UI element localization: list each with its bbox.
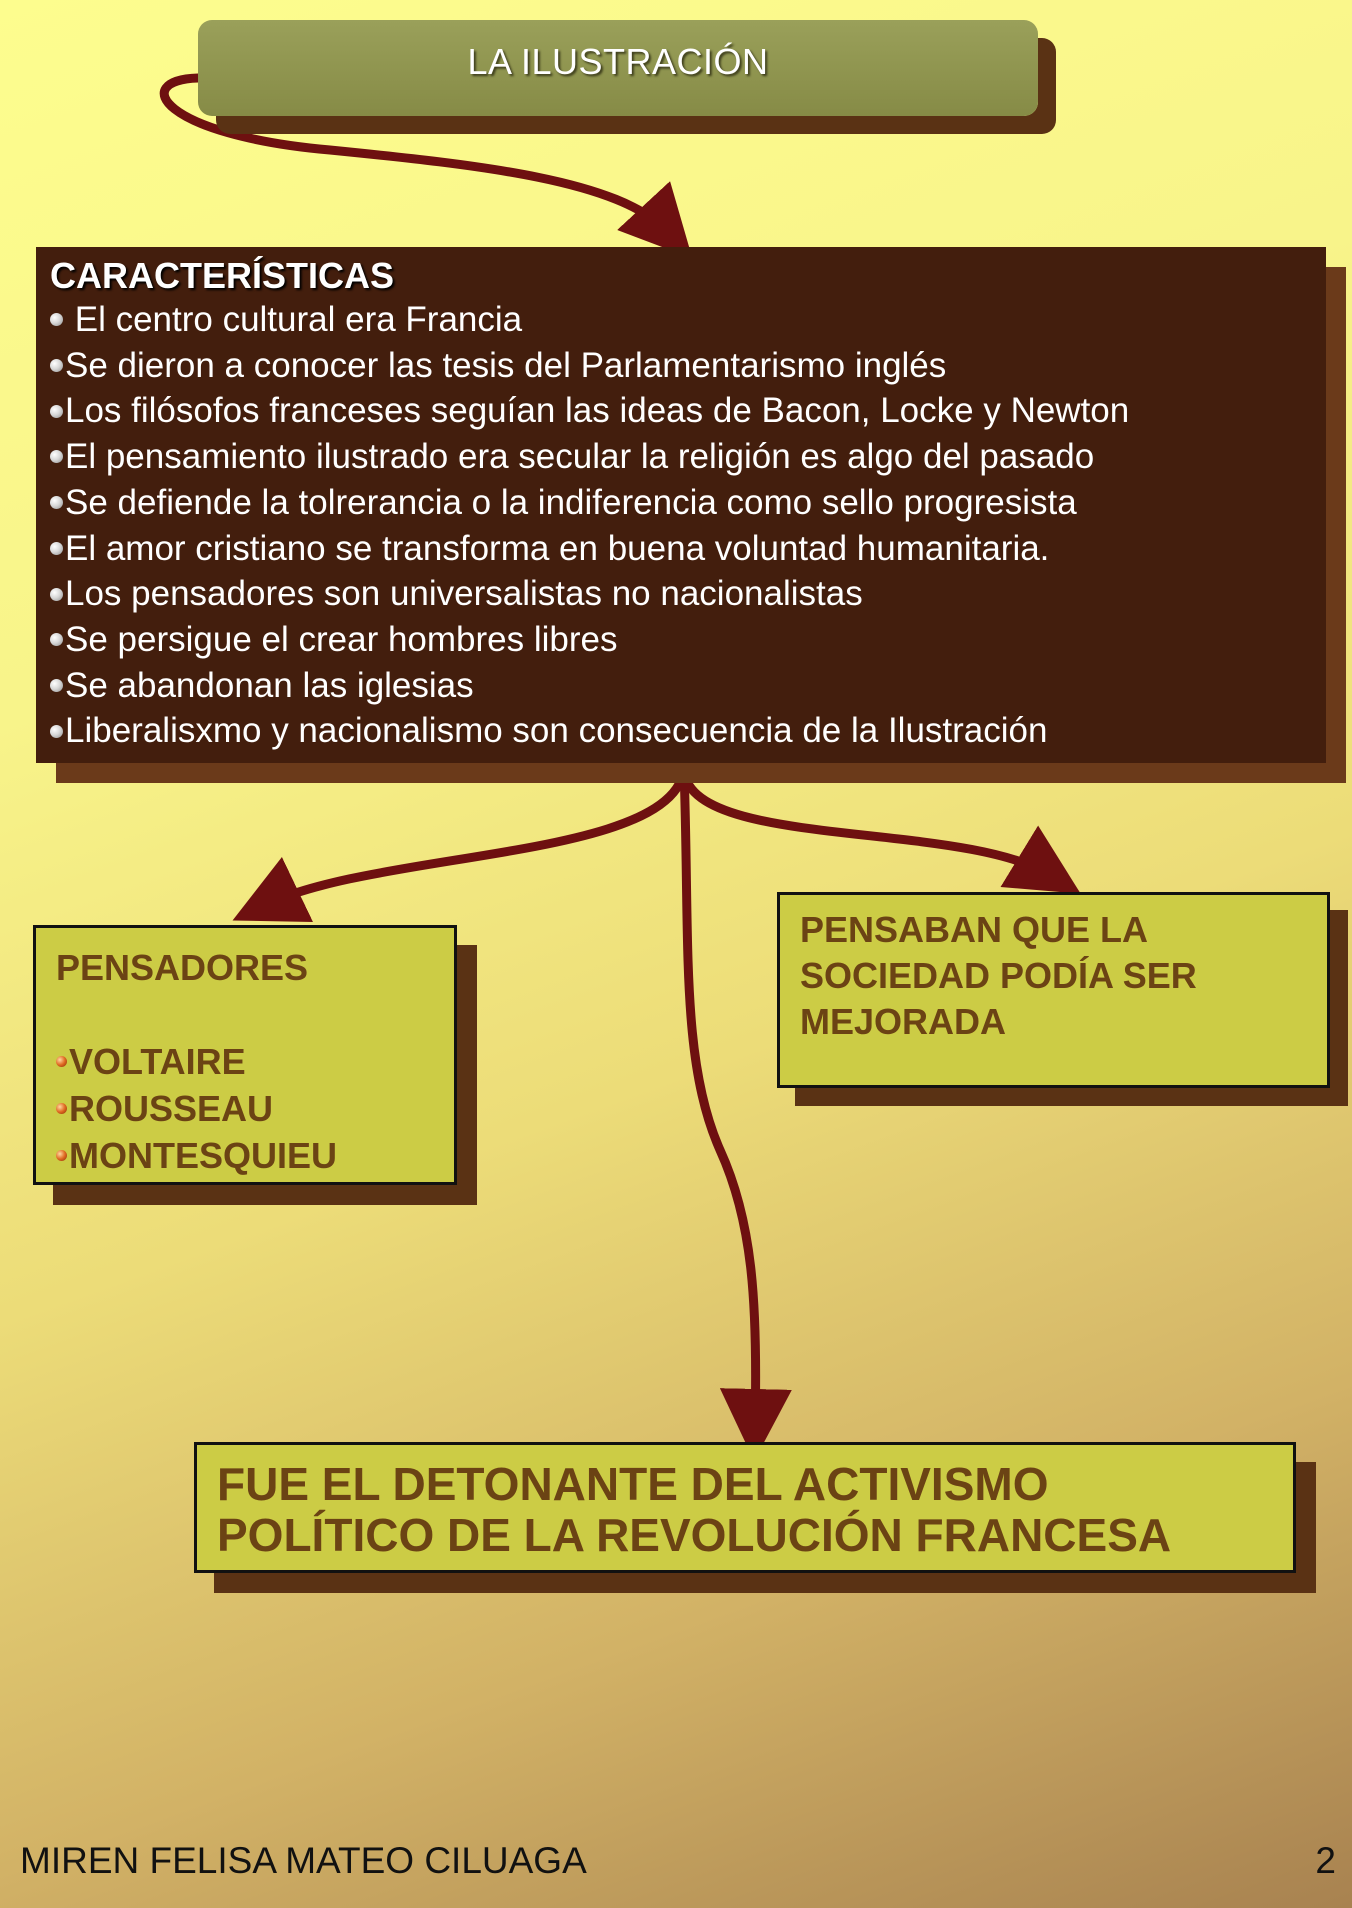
bullet-icon (50, 725, 63, 738)
pensadores-heading: PENSADORES (56, 947, 309, 988)
arrow-to-sociedad (684, 770, 1050, 875)
list-item: Los pensadores son universalistas no nacionalistas (50, 571, 1326, 617)
list-item: Se defiende la tolrerancia o la indiferencia como sello progresista (50, 480, 1326, 526)
bullet-icon (50, 633, 63, 646)
bullet-icon (56, 1056, 67, 1067)
list-item: ROUSSEAU (56, 1085, 454, 1132)
list-item: VOLTAIRE (56, 1038, 454, 1085)
sociedad-line: SOCIEDAD PODÍA SER (800, 955, 1197, 996)
bullet-icon (56, 1103, 67, 1114)
list-item: MONTESQUIEU (56, 1132, 454, 1179)
bullet-icon (50, 679, 63, 692)
list-item: Liberalisxmo y nacionalismo son consecuencia de la Ilustración (50, 708, 1326, 754)
arrow-to-pensadores (265, 770, 684, 905)
detonante-box (194, 1442, 1296, 1573)
list-item: Se abandonan las iglesias (50, 663, 1326, 709)
caracteristicas-heading: CARACTERÍSTICAS (50, 255, 395, 296)
bullet-icon (50, 313, 63, 326)
list-item: Se dieron a conocer las tesis del Parlamentarismo inglés (50, 343, 1326, 389)
arrow-to-detonante (684, 770, 756, 1425)
bullet-icon (50, 450, 63, 463)
page-number: 2 (1315, 1840, 1336, 1881)
pensadores-box (33, 925, 457, 1185)
list-item: El amor cristiano se transforma en buena voluntad humanitaria. (50, 526, 1326, 572)
detonante-line: FUE EL DETONANTE DEL ACTIVISMO (217, 1458, 1049, 1510)
bullet-icon (50, 588, 63, 601)
caracteristicas-list (50, 297, 1326, 754)
sociedad-line: MEJORADA (800, 1001, 1007, 1042)
bullet-icon (50, 496, 63, 509)
bullet-icon (50, 359, 63, 372)
bullet-icon (50, 405, 63, 418)
list-item: El pensamiento ilustrado era secular la religión es algo del pasado (50, 434, 1326, 480)
title-box (198, 20, 1038, 116)
list-item: Se persigue el crear hombres libres (50, 617, 1326, 663)
pensadores-list (56, 1038, 454, 1179)
caracteristicas-box (36, 247, 1326, 763)
list-item: Los filósofos franceses seguían las ideas de Bacon, Locke y Newton (50, 388, 1326, 434)
title-text: LA ILUSTRACIÓN (467, 41, 769, 82)
author-footer: MIREN FELISA MATEO CILUAGA (20, 1840, 587, 1881)
sociedad-line: PENSABAN QUE LA (800, 909, 1149, 950)
sociedad-box (777, 892, 1330, 1088)
bullet-icon (56, 1150, 67, 1161)
list-item: El centro cultural era Francia (50, 297, 1326, 343)
bullet-icon (50, 542, 63, 555)
detonante-line: POLÍTICO DE LA REVOLUCIÓN FRANCESA (217, 1509, 1172, 1561)
